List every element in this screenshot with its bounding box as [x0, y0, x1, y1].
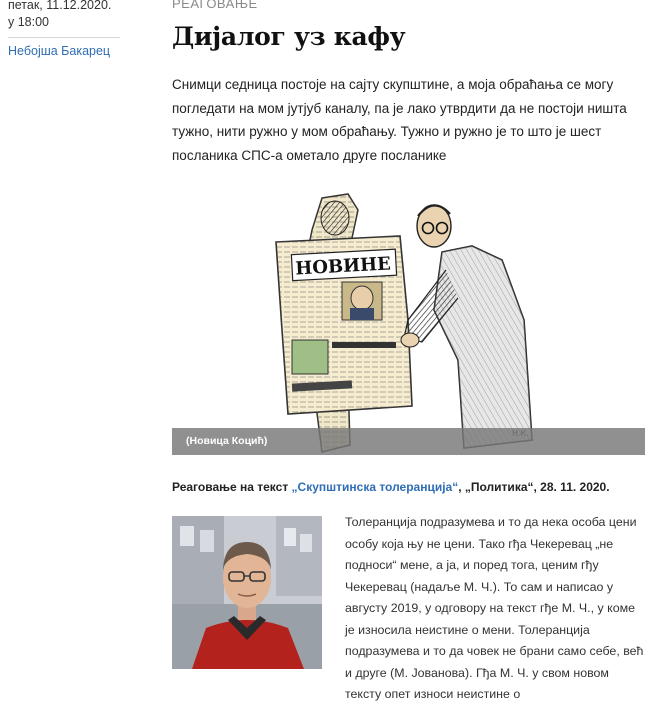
image-caption-bar: [172, 428, 645, 455]
caricature-drawing: [172, 190, 645, 455]
author-portrait: [172, 516, 322, 669]
image-caption: (Новица Коцић): [186, 435, 268, 447]
article-illustration[interactable]: [172, 190, 645, 455]
reference-article-link[interactable]: „Скупштинска толеранција“: [291, 480, 459, 494]
author-link[interactable]: Небојша Бакарец: [8, 44, 111, 58]
man-in-suit: [401, 205, 532, 448]
article-title: Дијалог уз кафу: [172, 22, 406, 51]
article-category: РЕАГОВАЊЕ: [172, 0, 258, 11]
open-newspaper: [276, 236, 412, 414]
publish-date: петак, 11.12.2020. у 18:00: [8, 0, 112, 29]
sidebar-divider: [8, 37, 120, 38]
author-photo[interactable]: [172, 516, 322, 669]
reference-suffix: , „Политика“, 28. 11. 2020.: [458, 480, 610, 494]
reference-prefix: Реаговање на текст: [172, 480, 289, 494]
newspaper-masthead: НОВИНЕ: [294, 253, 392, 280]
article-sidebar: [8, 0, 120, 58]
article-main: [172, 0, 646, 167]
reference-line: [172, 480, 610, 494]
article-lead: Снимци седница постоје на сајту скупштине, а моја обраћања се могу погледати на мом јутјуб каналу, па је лако утврдити да не постоји ништа тужно, нити ружно у мом обраћању. Тужно и ружно је то што је шест посланика СПС-а ометало друге посланике: [172, 77, 627, 163]
article-body: Толеранција подразумева и то да нека особа цени особу која њу не цени. Тако гђа Чекеревац „не подноси“ мене, а ја, и поред тога, ценим гђу Чекеревац (надаље М. Ч.). То сам и написао у августу 2019, у одговору на текст гђе М. Ч., у коме је износила неистине о мени. Толеранција подразумева и то да човек не брани само себе, већ и друге (М. Јованова). Гђа М. Ч. у свом новом тексту опет износи неистине о: [345, 515, 644, 701]
